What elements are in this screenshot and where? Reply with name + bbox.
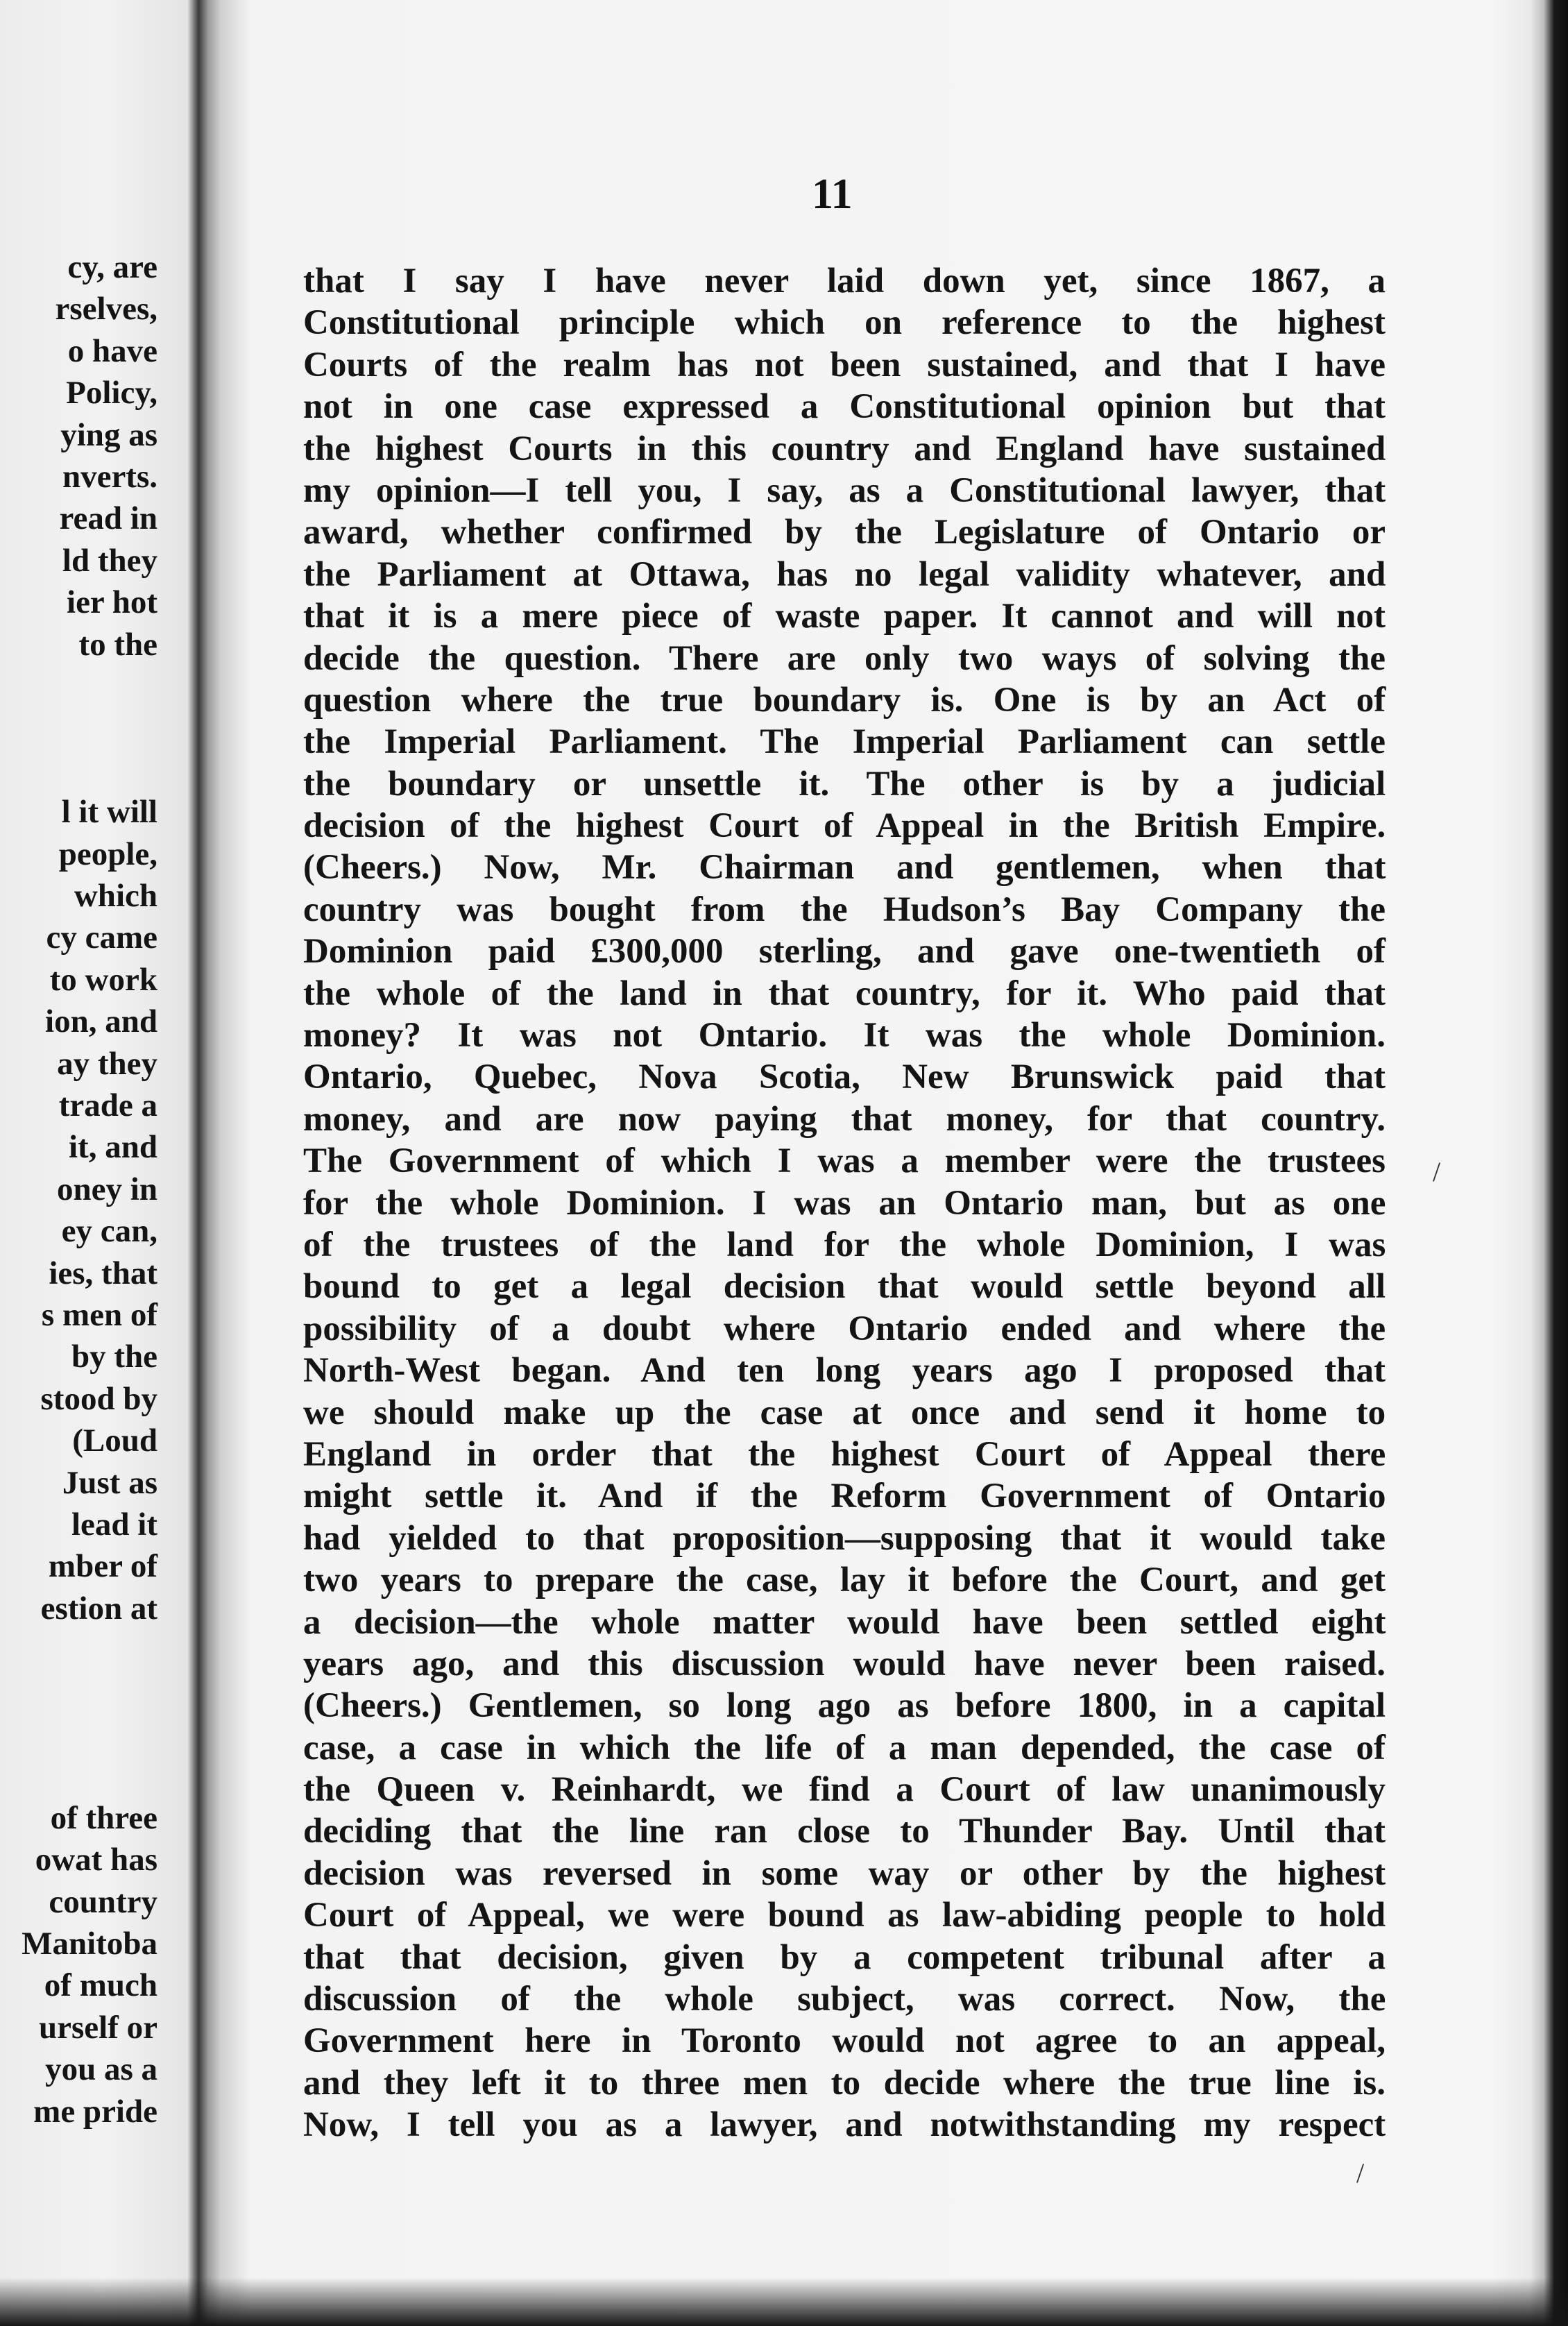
facing-page-fragment: estion at [40,1590,157,1627]
text-line: might settle it. And if the Reform Government of Ontario [303,1477,1386,1516]
facing-page-fragment: rselves, [55,291,157,328]
text-line: award, whether confirmed by the Legislature of Ontario or [303,513,1386,552]
text-line: decide the question. There are only two ways of solving the [303,638,1386,678]
facing-page-fragment: which [74,878,157,914]
facing-page-fragment: country [49,1883,157,1920]
page-body-text [303,260,1386,2146]
facing-page-fragment: Just as [62,1464,157,1501]
text-line: the boundary or unsettle it. The other is by a judicial [303,764,1386,804]
facing-page-fragment: ion, and [45,1003,157,1040]
text-line: Court of Appeal, we were bound as law-abiding people to hold [303,1896,1386,1935]
facing-page-fragment: owat has [35,1842,157,1878]
text-line: bound to get a legal decision that would settle beyond all [303,1267,1386,1307]
text-line: North-West began. And ten long years ago I proposed that [303,1351,1386,1391]
text-line: decision was reversed in some way or other by the highest [303,1853,1386,1893]
text-line: two years to prepare the case, lay it before the Court, and get [303,1561,1386,1600]
text-line: deciding that the line ran close to Thunder Bay. Until that [303,1812,1386,1851]
text-line: Now, I tell you as a lawyer, and notwithstanding my respect [303,2105,1386,2145]
facing-page-fragment: ld they [62,542,157,579]
facing-page-fragment: you as a [45,2051,157,2088]
facing-page-fragment: nverts. [62,459,157,495]
facing-page-fragment: ies, that [49,1255,157,1291]
facing-page-fragment: l it will [61,794,157,831]
text-line: England in order that the highest Court of Appeal there [303,1434,1386,1474]
facing-page-fragment: urself or [39,2009,157,2046]
text-line: and they left it to three men to decide where the true line is. [303,2063,1386,2103]
facing-page-fragment: stood by [40,1380,157,1417]
facing-page-fragment: s men of [41,1297,157,1333]
text-line: the whole of the land in that country, for it. Who paid that [303,974,1386,1013]
text-line: decision of the highest Court of Appeal in the British Empire. [303,806,1386,846]
facing-page-fragment: by the [71,1339,157,1375]
ink-mark: / [1356,2157,1365,2189]
facing-page-fragment: people, [58,835,157,872]
text-line: discussion of the whole subject, was correct. Now, the [303,1980,1386,2019]
text-line: Dominion paid £300,000 sterling, and gave one-twentieth of [303,932,1386,971]
facing-page-fragment: ey can, [61,1213,157,1250]
facing-page-fragment: read in [59,500,157,537]
facing-page-fragment: ay they [57,1045,157,1082]
facing-page-fragment: Manitoba [22,1926,157,1962]
text-line: that I say I have never laid down yet, since 1867, a [303,262,1386,300]
text-line: Constitutional principle which on reference to the highest [303,303,1386,343]
facing-page-fragments [0,246,177,2148]
text-line: Courts of the realm has not been sustained, and that I have [303,345,1386,384]
text-line: money, and are now paying that money, for that country. [303,1099,1386,1139]
text-line: country was bought from the Hudson’s Bay Company the [303,890,1386,929]
text-line: (Cheers.) Gentlemen, so long ago as before 1800, in a capital [303,1686,1386,1726]
text-line: the Queen v. Reinhardt, we find a Court of law unanimously [303,1770,1386,1810]
facing-page-fragment: cy, are [67,249,157,285]
facing-page-fragment: of much [44,1967,157,2004]
text-line: had yielded to that proposition—supposing that it would take [303,1518,1386,1558]
ink-mark: / [1433,1156,1441,1187]
text-line: that that decision, given by a competent tribunal after a [303,1937,1386,1977]
text-line: of the trustees of the land for the whole Dominion, I was [303,1225,1386,1264]
text-line: The Government of which I was a member were the trustees [303,1141,1386,1181]
text-line: years ago, and this discussion would have never been raised. [303,1644,1386,1683]
text-line: not in one case expressed a Constitutional opinion but that [303,387,1386,427]
text-line: Ontario, Quebec, Nova Scotia, New Brunswick paid that [303,1058,1386,1097]
text-line: possibility of a doubt where Ontario ended and where the [303,1309,1386,1348]
facing-page-fragment: lead it [71,1506,157,1543]
text-line: Government here in Toronto would not agree to an appeal, [303,2021,1386,2061]
text-line: for the whole Dominion. I was an Ontario man, but as one [303,1183,1386,1223]
facing-page-fragment: trade a [58,1087,157,1123]
facing-page-fragment: me pride [33,2093,157,2130]
text-line: (Cheers.) Now, Mr. Chairman and gentlemen, when that [303,848,1386,888]
text-line: the Imperial Parliament. The Imperial Parliament can settle [303,722,1386,762]
facing-page-fragment: Policy, [66,375,157,411]
facing-page-fragment: of three [50,1799,157,1836]
facing-page-fragment: it, and [69,1129,157,1166]
facing-page-fragment: cy came [46,919,157,956]
text-line: that it is a mere piece of waste paper. It cannot and will not [303,597,1386,636]
page-number: 11 [812,171,853,218]
text-line: case, a case in which the life of a man depended, the case of [303,1728,1386,1767]
facing-page-fragment: to the [78,626,157,663]
text-line: question where the true boundary is. One is by an Act of [303,680,1386,720]
facing-page-fragment: to work [49,961,157,998]
facing-page-fragment: ier hot [67,584,157,621]
facing-page-fragment: oney in [57,1171,157,1207]
facing-page-fragment: ying as [60,416,157,453]
facing-page-fragment: mber of [48,1548,157,1585]
text-line: my opinion—I tell you, I say, as a Constitutional lawyer, that [303,470,1386,510]
text-line: the highest Courts in this country and England have sustained [303,429,1386,468]
text-line: the Parliament at Ottawa, has no legal validity whatever, and [303,554,1386,594]
facing-page-fragment: o have [67,332,157,369]
text-line: we should make up the case at once and send it home to [303,1393,1386,1432]
text-line: money? It was not Ontario. It was the whole Dominion. [303,1016,1386,1055]
facing-page-fragment: (Loud [72,1423,157,1459]
text-line: a decision—the whole matter would have been settled eight [303,1602,1386,1642]
